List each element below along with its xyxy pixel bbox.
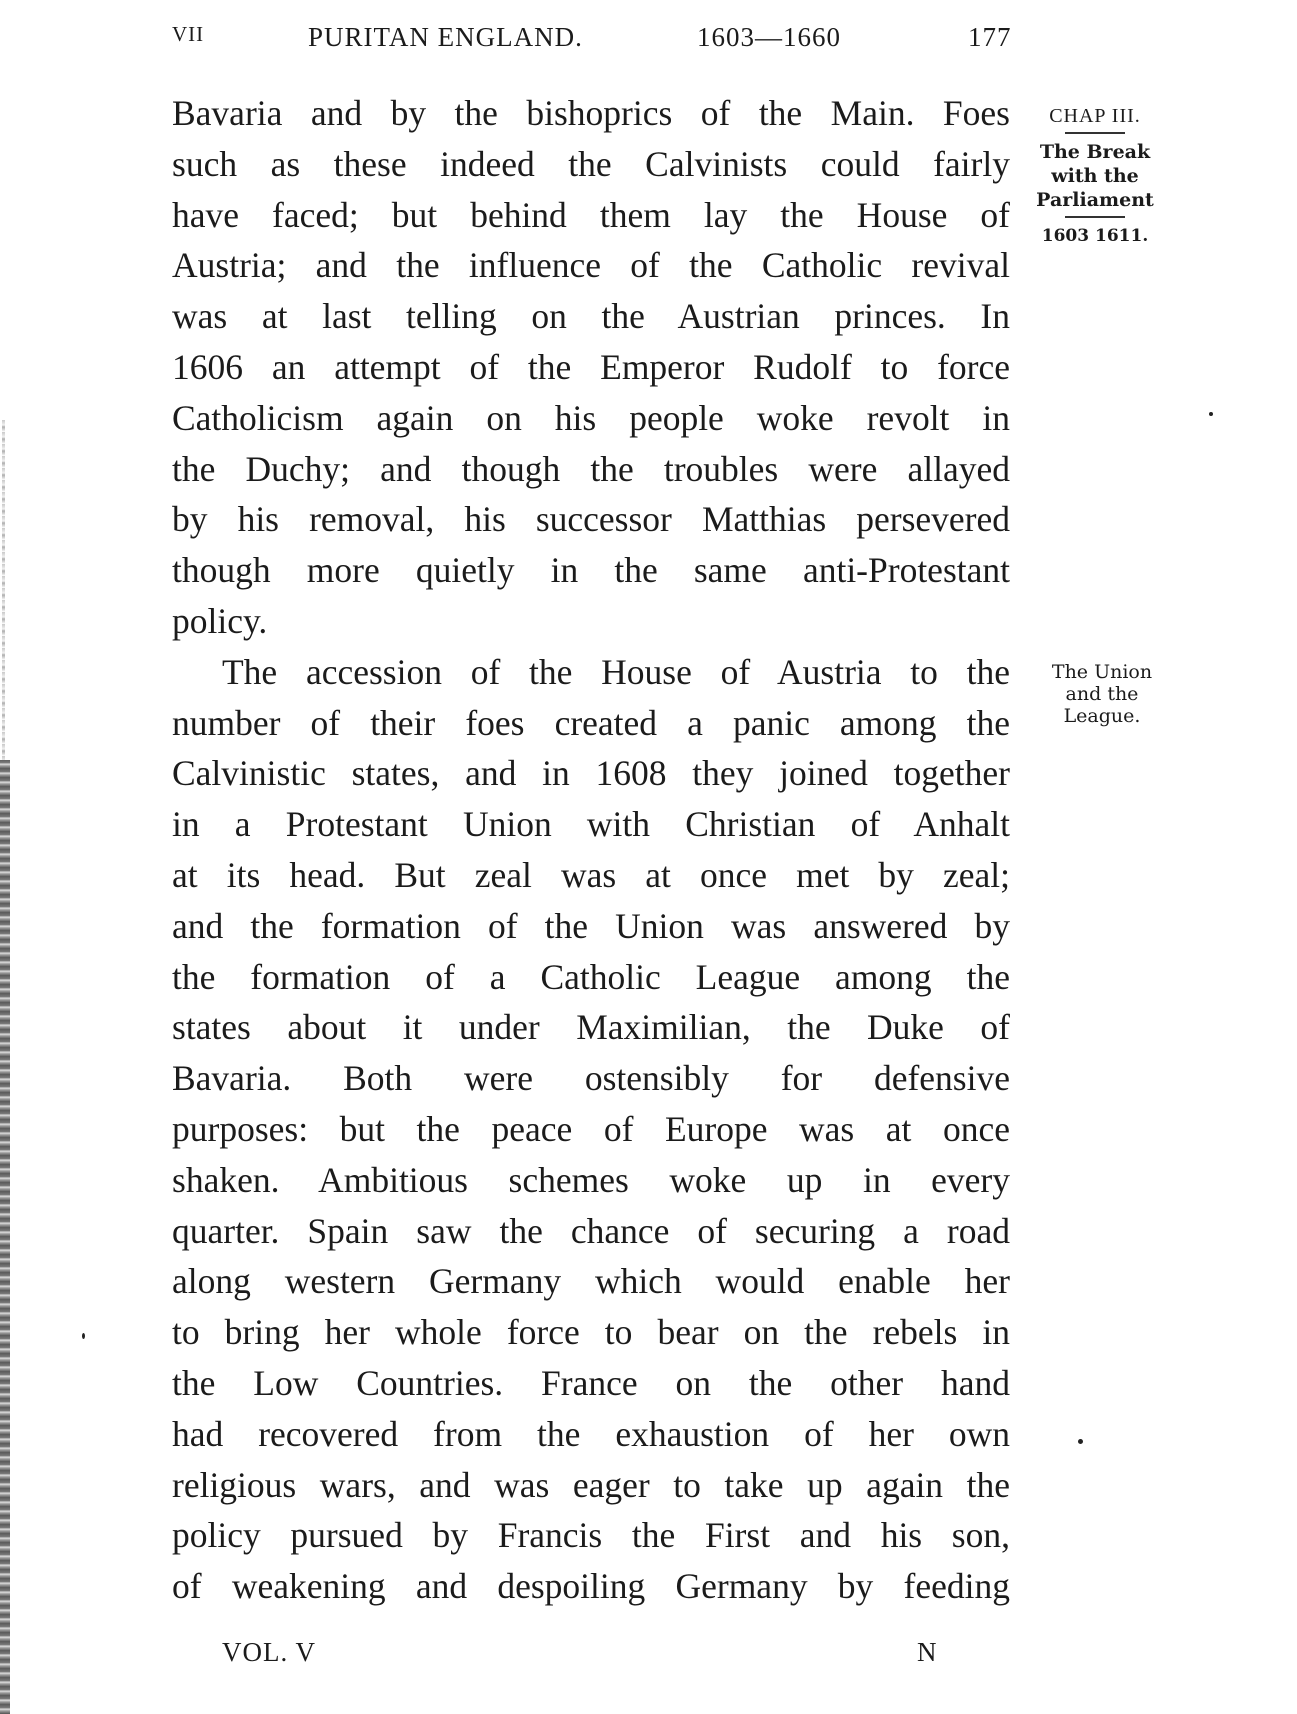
text-line: have faced; but behind them lay the House of	[172, 194, 1010, 235]
text-line: had recovered from the exhaustion of her own	[172, 1413, 1010, 1454]
text-line: in a Protestant Union with Christian of Anhalt	[172, 804, 1010, 845]
text-line: such as these indeed the Calvinists could fairly	[172, 143, 1010, 184]
scan-speck	[1078, 1439, 1083, 1444]
text-line: quarter. Spain saw the chance of securing a road	[172, 1210, 1010, 1251]
text-line: the Low Countries. France on the other hand	[172, 1362, 1010, 1403]
running-head-title: PURITAN ENGLAND.	[308, 22, 583, 52]
scan-speck	[82, 1333, 85, 1339]
margin-note-line: The Union	[1051, 661, 1153, 683]
margin-rule	[1065, 132, 1125, 134]
text-line: along western Germany which would enable her	[172, 1261, 1010, 1302]
margin-note-line: and the	[1065, 683, 1139, 705]
text-line: shaken. Ambitious schemes woke up in every	[172, 1159, 1010, 1200]
binding-shadow	[2, 420, 5, 760]
text-line: of weakening and despoiling Germany by feeding	[172, 1566, 1010, 1607]
margin-rule	[1065, 216, 1125, 218]
text-line: and the formation of the Union was answered by	[172, 905, 1010, 946]
signature-mark: N	[917, 1637, 937, 1667]
running-head	[172, 22, 1012, 62]
text-line: number of their foes created a panic among the	[172, 702, 1010, 743]
text-line: states about it under Maximilian, the Duke of	[172, 1007, 1010, 1048]
running-head-chapter: VII	[172, 22, 205, 46]
text-line: purposes: but the peace of Europe was at once	[172, 1108, 1010, 1149]
margin-note-subtitle: The Break	[1039, 141, 1151, 163]
text-line: by his removal, his successor Matthias persevered	[172, 499, 1010, 540]
text-line: policy pursued by Francis the First and his son,	[172, 1515, 1010, 1556]
text-line: though more quietly in the same anti-Protestant	[172, 550, 1010, 591]
text-line: Catholicism again on his people woke revolt in	[172, 397, 1010, 438]
text-line: policy.	[172, 600, 268, 641]
binding-edge	[0, 760, 10, 1714]
text-line: to bring her whole force to bear on the rebels in	[172, 1312, 1010, 1353]
text-line: Austria; and the influence of the Catholic revival	[172, 245, 1010, 286]
margin-note-line: League.	[1063, 705, 1141, 727]
margin-note-chapter	[1026, 104, 1164, 248]
volume-label: VOL. V	[222, 1637, 317, 1667]
text-line: Bavaria. Both were ostensibly for defensive	[172, 1058, 1010, 1099]
text-line: religious wars, and was eager to take up again the	[172, 1464, 1010, 1505]
text-line: 1606 an attempt of the Emperor Rudolf to force	[172, 346, 1010, 387]
margin-note-subtitle: Parliament	[1036, 189, 1154, 211]
margin-note-chap-label: CHAP III.	[1049, 105, 1141, 127]
text-line: Calvinistic states, and in 1608 they joined together	[172, 753, 1010, 794]
running-head-dates: 1603—1660	[697, 22, 841, 52]
scan-speck	[1209, 412, 1213, 416]
text-line: the Duchy; and though the troubles were allayed	[172, 448, 1010, 489]
margin-note-subtitle: with the	[1051, 165, 1139, 187]
text-line: at its head. But zeal was at once met by zeal;	[172, 854, 1010, 895]
text-line: Bavaria and by the bishoprics of the Main. Foes	[172, 93, 1010, 133]
text-line: was at last telling on the Austrian princes. In	[172, 296, 1010, 337]
margin-note-union-league	[1032, 661, 1172, 727]
text-line: the formation of a Catholic League among the	[172, 956, 1010, 997]
body-text	[172, 88, 1010, 1612]
page-number: 177	[968, 22, 1012, 52]
margin-note-dates: 1603 1611.	[1041, 226, 1149, 246]
page-footer	[222, 1637, 962, 1677]
paragraph-start-line: The accession of the House of Austria to the	[222, 651, 1010, 692]
